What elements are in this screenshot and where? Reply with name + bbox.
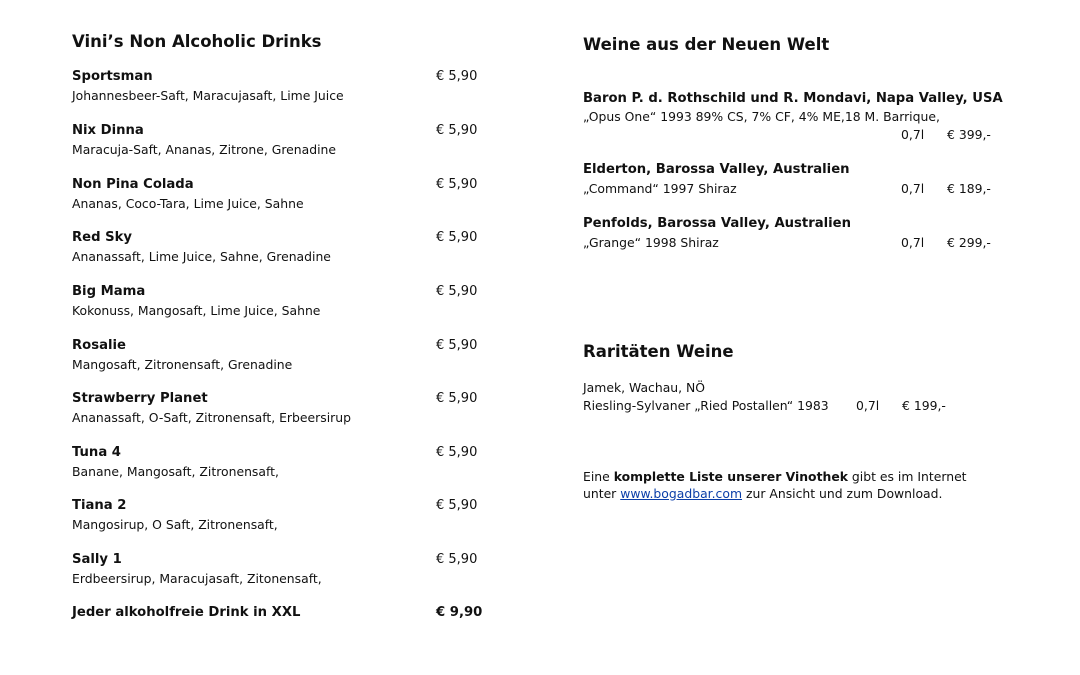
vinothek-note-line2 [583, 486, 942, 501]
drink-name: Nix Dinna [72, 123, 144, 138]
rarities-title: Raritäten Weine [583, 342, 734, 361]
drink-ingredients: Ananas, Coco-Tara, Lime Juice, Sahne [72, 196, 304, 211]
wine-description: „Command“ 1997 Shiraz [583, 181, 737, 196]
drink-price: € 5,90 [436, 338, 478, 353]
rarity-wine: Riesling-Sylvaner „Ried Postallen“ 1983 [583, 398, 829, 413]
wine-price: € 399,- [947, 127, 991, 142]
wine-price: € 189,- [947, 181, 991, 196]
drink-ingredients: Mangosaft, Zitronensaft, Grenadine [72, 357, 293, 372]
rarity-volume: 0,7l [856, 398, 880, 413]
drink-ingredients: Maracuja-Saft, Ananas, Zitrone, Grenadine [72, 142, 337, 157]
drink-ingredients: Johannesbeer-Saft, Maracujasaft, Lime Juice [72, 88, 344, 103]
drink-name: Tiana 2 [72, 498, 127, 513]
drink-name: Non Pina Colada [72, 177, 194, 192]
wines-title: Weine aus der Neuen Welt [583, 35, 830, 54]
drink-ingredients: Banane, Mangosaft, Zitronensaft, [72, 464, 279, 479]
drink-price: € 5,90 [436, 391, 478, 406]
drink-price: € 5,90 [436, 552, 478, 567]
wine-volume: 0,7l [901, 235, 925, 250]
vinothek-note-line1 [583, 469, 967, 484]
drink-name: Big Mama [72, 284, 146, 299]
drink-price: € 5,90 [436, 230, 478, 245]
drink-price: € 5,90 [436, 177, 478, 192]
wine-price: € 299,- [947, 235, 991, 250]
wine-name: Penfolds, Barossa Valley, Australien [583, 216, 851, 231]
drink-price: € 5,90 [436, 284, 478, 299]
wine-name: Elderton, Barossa Valley, Australien [583, 162, 850, 177]
drink-price: € 5,90 [436, 123, 478, 138]
drink-name: Tuna 4 [72, 445, 121, 460]
drink-ingredients: Ananassaft, Lime Juice, Sahne, Grenadine [72, 249, 331, 264]
note-text: gibt es im Internet [847, 469, 967, 484]
xxl-price: € 9,90 [436, 605, 483, 620]
drink-ingredients: Erdbeersirup, Maracujasaft, Zitonensaft, [72, 571, 322, 586]
note-text: unter [583, 486, 621, 501]
drink-ingredients: Kokonuss, Mangosaft, Lime Juice, Sahne [72, 303, 321, 318]
note-text: Eine [583, 469, 614, 484]
wine-description: „Grange“ 1998 Shiraz [583, 235, 719, 250]
drink-name: Strawberry Planet [72, 391, 208, 406]
website-link[interactable]: www.bogadbar.com [620, 486, 743, 501]
drink-price: € 5,90 [436, 69, 478, 84]
drinks-title: Vini’s Non Alcoholic Drinks [72, 32, 322, 51]
drink-name: Red Sky [72, 230, 132, 245]
xxl-label: Jeder alkoholfreie Drink in XXL [72, 605, 301, 620]
drink-price: € 5,90 [436, 498, 478, 513]
note-bold-text: komplette Liste unserer Vinothek [613, 469, 848, 484]
drink-name: Sally 1 [72, 552, 122, 567]
wine-name: Baron P. d. Rothschild und R. Mondavi, Napa Valley, USA [583, 91, 1003, 106]
drink-name: Rosalie [72, 338, 126, 353]
drink-price: € 5,90 [436, 445, 478, 460]
drink-name: Sportsman [72, 69, 153, 84]
wine-description: „Opus One“ 1993 89% CS, 7% CF, 4% ME,18 M. Barrique, [583, 109, 940, 124]
rarity-producer: Jamek, Wachau, NÖ [583, 380, 706, 395]
wine-volume: 0,7l [901, 181, 925, 196]
wine-volume: 0,7l [901, 127, 925, 142]
drink-ingredients: Mangosirup, O Saft, Zitronensaft, [72, 517, 278, 532]
rarity-price: € 199,- [902, 398, 946, 413]
drink-ingredients: Ananassaft, O-Saft, Zitronensaft, Erbeersirup [72, 410, 351, 425]
note-text: zur Ansicht und zum Download. [742, 486, 943, 501]
